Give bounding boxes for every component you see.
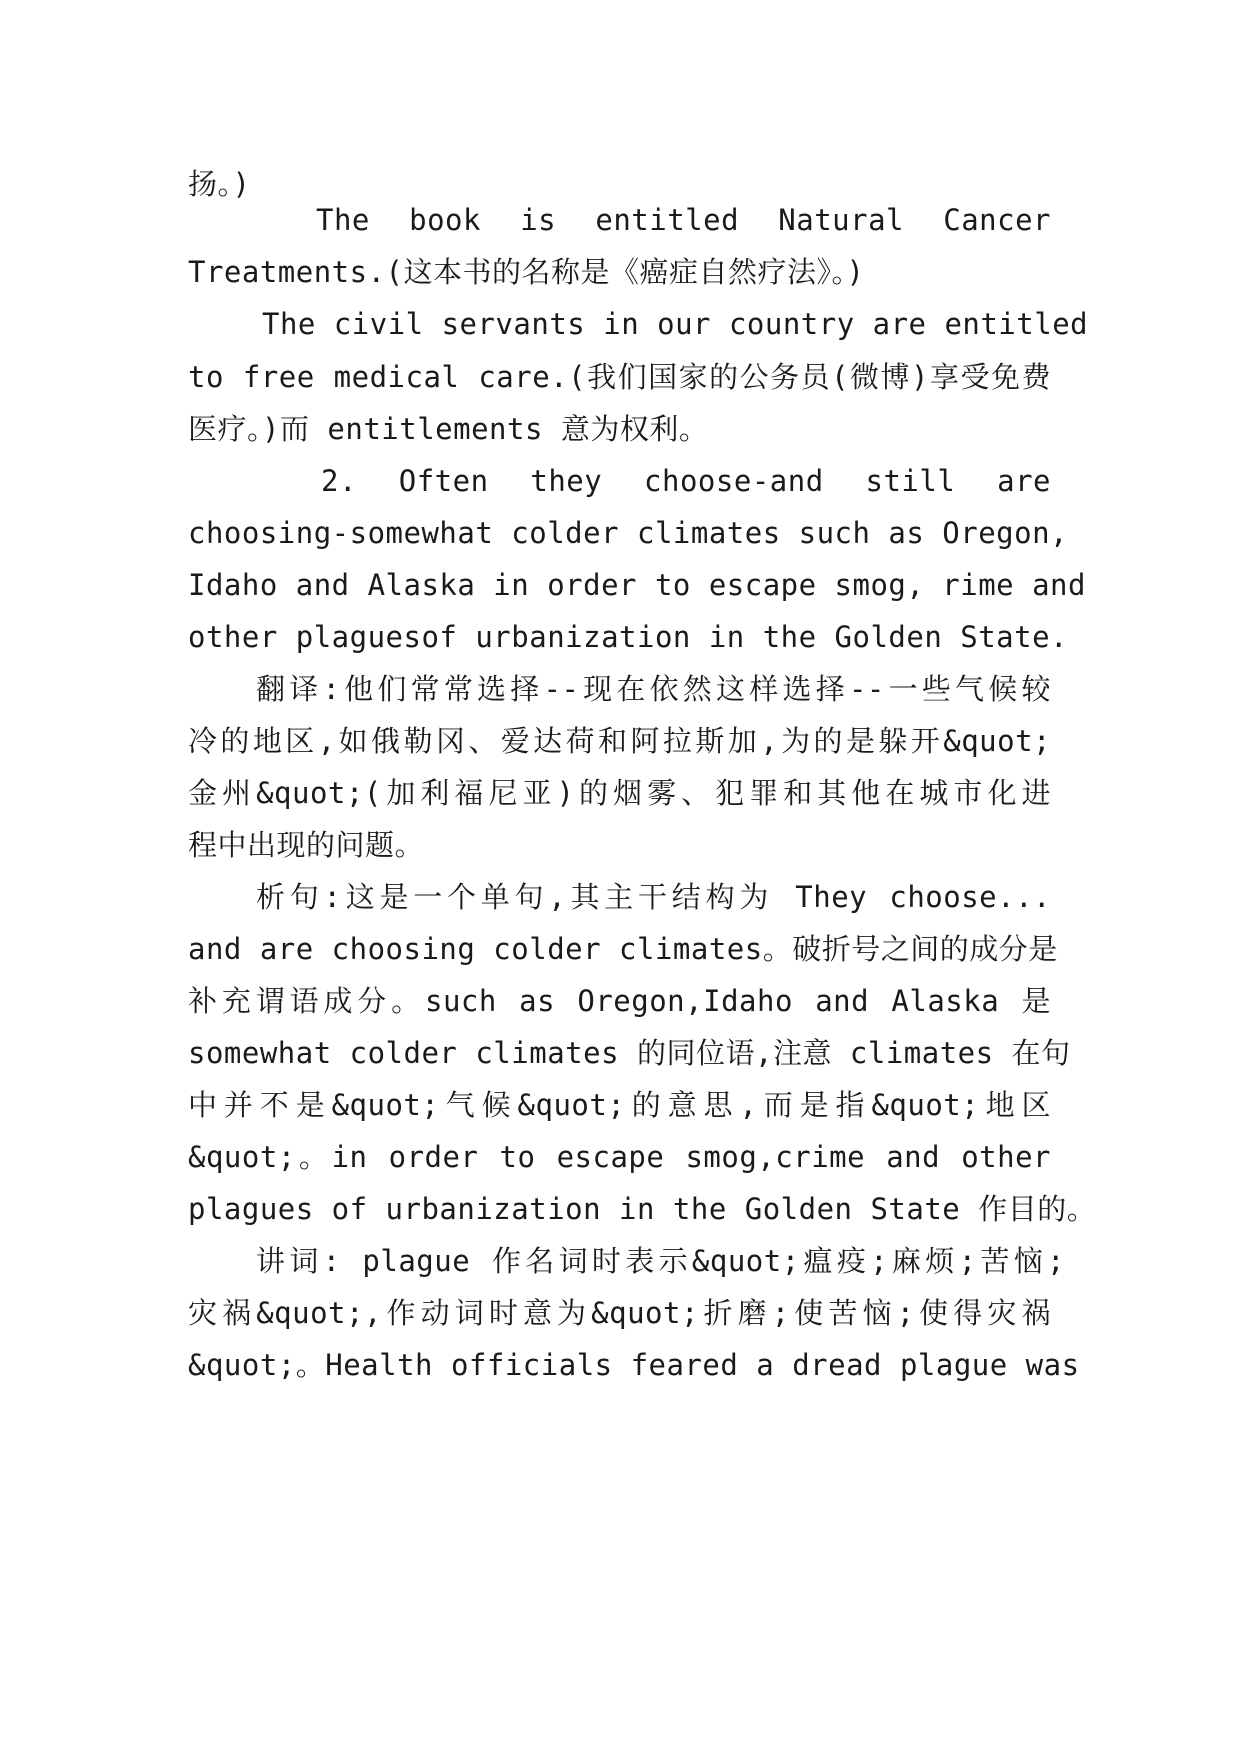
text-line: 冷的地区,如俄勒冈、爱达荷和阿拉斯加,为的是躲开&quot; [188,724,1051,758]
text-line: &quot;。Health officials feared a dread plague was [188,1348,1080,1382]
text-line: The book is entitled Natural Cancer [316,203,1051,237]
text-line: 补充谓语成分。such as Oregon,Idaho and Alaska 是 [188,984,1051,1018]
text-line: other plaguesof urbanization in the Golden State. [188,620,1069,654]
text-line: 翻译:他们常常选择--现在依然这样选择--一些气候较 [256,672,1051,706]
text-line: somewhat colder climates 的同位语,注意 climates 在句 [188,1036,1071,1070]
text-line: The civil servants in our country are entitled [262,307,1089,341]
text-line: 析句:这是一个单句,其主干结构为 They choose... [256,880,1051,914]
text-line: and are choosing colder climates。破折号之间的成分是 [188,932,1058,966]
text-line: 2. Often they choose-and still are [321,464,1051,498]
text-line: &quot;。in order to escape smog,crime and other [188,1140,1051,1174]
text-line: 金州&quot;(加利福尼亚)的烟雾、犯罪和其他在城市化进 [188,776,1051,810]
text-line: 灾祸&quot;,作动词时意为&quot;折磨;使苦恼;使得灾祸 [188,1296,1051,1330]
text-line: to free medical care.(我们国家的公务员(微博)享受免费 [188,360,1051,394]
text-line: 讲词: plague 作名词时表示&quot;瘟疫;麻烦;苦恼; [256,1244,1065,1278]
text-line: 程中出现的问题。 [188,828,425,862]
text-line: 医疗。)而 entitlements 意为权利。 [188,412,709,446]
text-line: 扬。) [188,167,251,201]
text-line: 中并不是&quot;气候&quot;的意思,而是指&quot;地区 [188,1088,1051,1122]
text-line: Treatments.(这本书的名称是《癌症自然疗法》。) [188,255,865,289]
text-line: plagues of urbanization in the Golden State 作目的。 [188,1192,1097,1226]
text-line: Idaho and Alaska in order to escape smog, rime and [188,568,1086,602]
text-line: choosing-somewhat colder climates such as Oregon, [188,516,1069,550]
